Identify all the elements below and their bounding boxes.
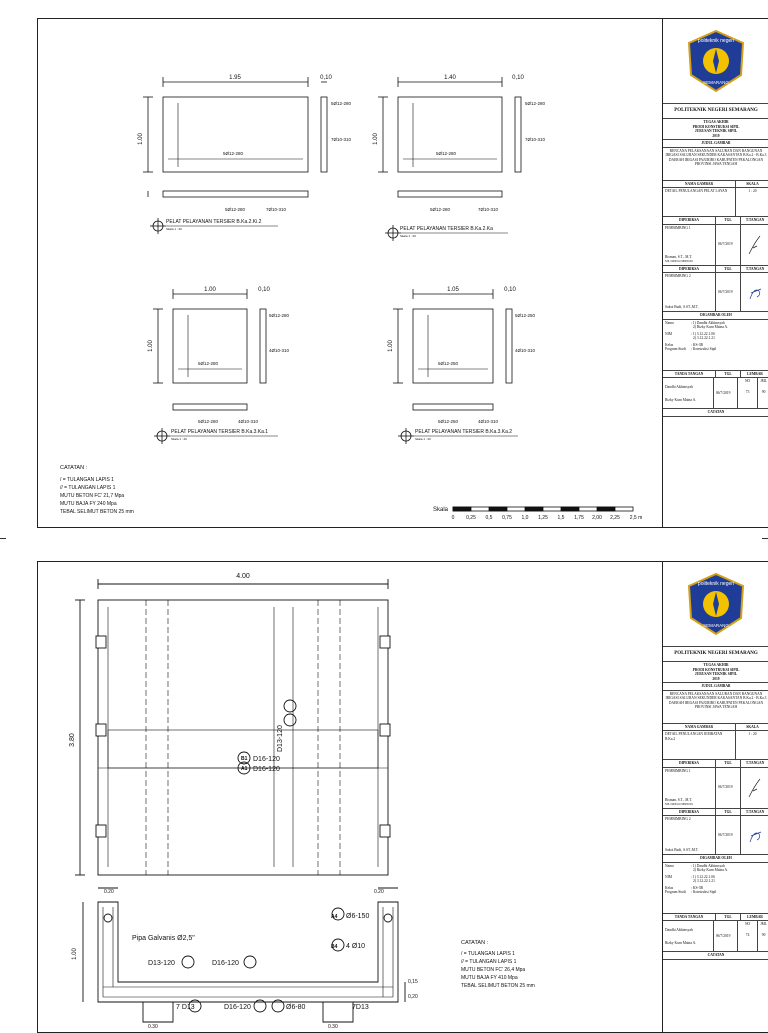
note-line: MUTU BETON FC' 21,7 Mpa	[60, 493, 125, 499]
pembimbing1-nip: NIP. 196001111988031001	[665, 260, 694, 264]
drawer1: Dandhi Akhimsyah	[665, 385, 693, 390]
bar-b4: 4 Ø10	[346, 943, 366, 950]
plan-height-dim: 1.00	[138, 133, 144, 145]
sheet-separator-mark	[762, 538, 768, 539]
skala-label: SKALA	[746, 181, 759, 186]
note-line: MUTU BETON FC' 26,4 Mpa	[461, 967, 526, 973]
digambar-oleh: DIGAMBAR OLEH	[663, 855, 768, 862]
plan-height-dim: 1.00	[388, 340, 394, 352]
jml-label: JML	[760, 379, 767, 384]
diperiksa-header-2	[663, 809, 768, 816]
pembimbing1-name: Risman, S.T., M.T.	[665, 255, 693, 260]
tanda-tangan-header	[663, 914, 768, 921]
polines-logo-icon	[685, 29, 747, 93]
nim-1: : 1) 3.12.22.1.06	[691, 331, 715, 336]
rebar-label: 5Ø12-280	[331, 101, 352, 106]
logo-text: politeknik negeri	[697, 581, 735, 587]
tgl-label: TGL	[716, 266, 741, 272]
bar-a1: D16-120	[253, 766, 280, 773]
logo-sub: SEMARANG	[703, 623, 729, 628]
prodi-label: Program Studi	[665, 347, 686, 352]
scale-tick: 1,0	[521, 515, 529, 521]
pembimbing2-label: PEMBIMBING 2	[665, 274, 691, 279]
tanda-tangan-label: TANDA TANGAN	[663, 914, 716, 920]
rebar-label: 4Ø10-310	[238, 419, 259, 424]
rebar-label: 5Ø12-250	[438, 419, 459, 424]
rebar-label: 5Ø12-250	[515, 313, 536, 318]
sheet-no: 73	[745, 389, 750, 394]
diperiksa-header-2	[663, 266, 768, 273]
slab-detail-drawing	[38, 19, 660, 527]
scale-tick: 0	[451, 515, 455, 521]
prodi-label: Program Studi	[665, 890, 686, 895]
plan-width-dim: 1.00	[204, 287, 216, 293]
bridge-plan	[75, 579, 390, 875]
plan-width-dim: 1.95	[229, 75, 241, 81]
pembimbing2-row	[663, 273, 768, 312]
scale-tick: 0,5	[485, 515, 493, 521]
judul-heading: JUDUL GAMBAR	[663, 140, 768, 147]
drawing-sheet-1	[37, 18, 768, 528]
signature-icon	[745, 281, 765, 303]
nama-2: 2) Rizky Kurn Maina A.	[693, 325, 729, 330]
sheet-total: 90	[761, 932, 766, 937]
tgl-label: TGL	[716, 760, 741, 766]
signature-icon	[745, 777, 765, 799]
tgl-value: 06/7/2019	[716, 225, 741, 265]
tgl-value: 06/7/2019	[714, 378, 738, 408]
ttangan-label: T.TANGAN	[745, 809, 765, 814]
rebar-label: 4Ø10-310	[269, 348, 290, 353]
detail-title: PELAT PELAYANAN TERSIER B.Ka.3.Ka.1	[171, 429, 269, 435]
kelas-value: : KS-3B	[691, 885, 703, 890]
detail-title: PELAT PELAYANAN TERSIER B.Ka.2.Ki.2	[166, 219, 262, 225]
pembimbing1-nip: NIP. 196001111988031001	[665, 803, 694, 807]
detail-title: PELAT PELAYANAN TERSIER B.Ka.3.Ka.2	[415, 429, 513, 435]
bar-marker: B4	[331, 944, 338, 950]
bottom-dim-right: 0.30	[328, 1024, 338, 1030]
diperiksa-header	[663, 760, 768, 767]
nama-gambar-header	[663, 724, 768, 731]
drawing-scale: 1 : 20	[748, 732, 757, 737]
nama-1: : 1) Dandhi Akhimsyah	[691, 863, 725, 868]
thickness-dim: 0,10	[504, 287, 516, 293]
drawer2: Rizky Kurn Maina A.	[665, 397, 697, 402]
plan-height-dim: 1.00	[373, 133, 379, 145]
digambar-oleh: DIGAMBAR OLEH	[663, 312, 768, 319]
drawing-name: DETAIL PENULANGAN PELAT LAYAN	[663, 188, 736, 216]
rebar-label: 5Ø12-280	[430, 207, 451, 212]
bar-d16-b1: D16-120	[212, 960, 239, 967]
bottom-dim-left: 0.30	[148, 1024, 158, 1030]
scale-tick: 2,25	[610, 515, 620, 521]
detail-title: PELAT PELAYANAN TERSIER B.Ka.2.Ka	[400, 226, 493, 232]
signature-icon	[745, 824, 765, 846]
sheet-separator-mark	[0, 538, 6, 539]
note-line: MUTU BAJA FY 240 Mpa	[60, 501, 117, 507]
tanda-tangan-label: TANDA TANGAN	[663, 371, 716, 377]
nama-1: : 1) Dandhi Akhimsyah	[691, 320, 725, 325]
slab-panel-2	[378, 77, 521, 241]
drawer2: Rizky Kurn Maina A.	[665, 940, 697, 945]
drawing-sheet-2	[37, 561, 768, 1033]
tgl-label: TGL	[716, 371, 741, 377]
slab-plan-outline	[163, 97, 308, 172]
dim-020: 0,20	[408, 994, 418, 1000]
plan-width-dim: 1.05	[447, 287, 459, 293]
no-label: NO	[744, 922, 751, 927]
lembar-label: LEMBAR	[747, 371, 763, 376]
no-label: NO	[744, 379, 751, 384]
note-line: // = TULANGAN LAPIS 1	[461, 959, 517, 965]
scale-label: Skala	[433, 507, 449, 513]
bar-bottom-right: 7D13	[352, 1004, 369, 1011]
polines-logo-icon	[685, 572, 747, 636]
project-type: TUGAS AKHIR	[703, 120, 729, 125]
rebar-label: 4Ø10-310	[478, 419, 499, 424]
rebar-label: 5Ø12-280	[525, 101, 546, 106]
tgl-value: 06/7/2019	[716, 768, 741, 808]
year: 2019	[712, 676, 720, 681]
pembimbing1-name: Risman, S.T., M.T.	[665, 798, 693, 803]
drawer-info	[663, 320, 768, 371]
pembimbing2-name: Sukoi Budi, S.ST.,M.T.	[665, 847, 699, 852]
bridge-plan-outline	[98, 600, 388, 875]
judul-heading: JUDUL GAMBAR	[663, 683, 768, 690]
tgl-value: 06/7/2019	[716, 816, 741, 854]
tgl-value: 06/7/2019	[714, 921, 738, 951]
ttangan-label: T.TANGAN	[745, 218, 765, 223]
project-info	[663, 662, 768, 683]
institution-name: POLITEKNIK NEGERI SEMARANG	[663, 647, 768, 662]
notes-heading: CATATAN :	[461, 940, 489, 946]
bar-bottom-mid: D16-120	[224, 1004, 251, 1011]
tgl-label: TGL	[716, 914, 741, 920]
jml-label: JML	[760, 922, 767, 927]
signature-icon	[745, 234, 765, 256]
program: PRODI KONSTRUKSI SIPIL	[692, 124, 740, 129]
nim-2: 2) 3.12.22.1.21	[693, 336, 715, 341]
title-block	[662, 562, 768, 1032]
pembimbing2-label: PEMBIMBING 2	[665, 817, 691, 822]
nim-2: 2) 3.12.22.1.21	[693, 879, 715, 884]
rebar-label: 5Ø12-280	[198, 419, 219, 424]
detail-scale: Skala 1 : 20	[400, 234, 416, 238]
nama-gambar-label: NAMA GAMBAR	[663, 181, 736, 187]
rebar-label: 5Ø12-280	[223, 151, 244, 156]
nama-gambar-label: NAMA GAMBAR	[663, 724, 736, 730]
nim-label: NIM	[665, 331, 672, 336]
title-block	[662, 19, 768, 527]
prodi-value: : Konstruksi Sipil	[691, 890, 717, 895]
department: JURUSAN TEKNIK SIPIL	[694, 672, 738, 677]
bridge-section	[83, 888, 405, 1022]
catatan-label: CATATAN	[663, 952, 768, 959]
notes-heading: CATATAN :	[60, 465, 88, 471]
institution-name: POLITEKNIK NEGERI SEMARANG	[663, 104, 768, 119]
skala-label: SKALA	[746, 724, 759, 729]
kelas-value: : KS-3B	[691, 342, 703, 347]
nama-label: Nama	[665, 863, 674, 868]
rebar-label: 5Ø12-280	[198, 361, 219, 366]
scale-tick: 0,25	[466, 515, 476, 521]
institution-logo	[663, 562, 768, 647]
detail-scale: Skala 1 : 20	[171, 437, 187, 441]
plan-width-dim: 1.40	[444, 75, 456, 81]
scale-tick: 1,25	[538, 515, 548, 521]
ttangan-label: T.TANGAN	[745, 266, 765, 271]
institution-logo	[663, 19, 768, 104]
tgl-value: 06/7/2019	[716, 273, 741, 311]
section-right-width: 0.20	[374, 889, 384, 895]
pembimbing2-name: Sukoi Budi, S.ST.,M.T.	[665, 304, 699, 309]
bar-b1: D16-120	[253, 756, 280, 763]
thickness-dim: 0,10	[512, 75, 524, 81]
nama-label: Nama	[665, 320, 674, 325]
drawer-info	[663, 863, 768, 914]
thickness-dim: 0,10	[320, 75, 332, 81]
bar-marker: A4	[331, 914, 338, 920]
project-type: TUGAS AKHIR	[703, 663, 729, 668]
program: PRODI KONSTRUKSI SIPIL	[692, 667, 740, 672]
catatan-label: CATATAN	[663, 409, 768, 416]
plan-height-dim: 1.00	[148, 340, 154, 352]
note-line: / = TULANGAN LAPIS 1	[461, 951, 515, 957]
pembimbing1-row	[663, 768, 768, 809]
scale-bar	[453, 507, 633, 511]
sheet-total: 90	[761, 389, 766, 394]
dim-015: 0,15	[408, 979, 418, 985]
rebar-label: 7Ø10-310	[478, 207, 499, 212]
nim-1: : 1) 3.12.22.1.06	[691, 874, 715, 879]
drawing-scale: 1 : 20	[748, 189, 757, 194]
scale-tick: 1,5	[557, 515, 565, 521]
note-line: / = TULANGAN LAPIS 1	[60, 477, 114, 483]
scale-tick: 1,75	[574, 515, 584, 521]
bridge-detail-drawing	[38, 562, 660, 1032]
rebar-label: 7Ø10-310	[525, 137, 546, 142]
pembimbing1-label: PEMBIMBING 1	[665, 225, 691, 230]
thickness-dim: 0,10	[258, 287, 270, 293]
detail-scale: Skala 1 : 20	[166, 227, 182, 231]
rebar-label: 7Ø10-310	[331, 137, 352, 142]
drawer1: Dandhi Akhimsyah	[665, 928, 693, 933]
tgl-label: TGL	[716, 809, 741, 815]
sheet-number-row	[663, 378, 768, 409]
rebar-label: 5Ø12-280	[269, 313, 290, 318]
pembimbing2-row	[663, 816, 768, 855]
tgl-label: TGL	[716, 217, 741, 223]
logo-sub: SEMARANG	[703, 80, 729, 85]
section-left-width: 0.20	[104, 889, 114, 895]
bar-marker: A1	[241, 766, 248, 772]
plan-height-dim: 3.80	[69, 733, 76, 747]
note-line: MUTU BAJA FY 410 Mpa	[461, 975, 518, 981]
pembimbing1-row	[663, 225, 768, 266]
rebar-label: 5Ø12-280	[225, 207, 246, 212]
pembimbing1-label: PEMBIMBING 1	[665, 768, 691, 773]
detail-scale: Skala 1 : 20	[415, 437, 431, 441]
nama-gambar-row	[663, 188, 768, 217]
kelas-label: Kelas	[665, 342, 674, 347]
logo-text: politeknik negeri	[697, 38, 735, 44]
diperiksa-label: DIPERIKSA	[663, 760, 716, 766]
bar-d13-a2: D13-120	[148, 960, 175, 967]
note-line: TEBAL SELIMUT BETON 25 mm	[461, 983, 535, 989]
bar-bottom-left: 7 D13	[176, 1004, 195, 1011]
scale-tick: 2,00	[592, 515, 602, 521]
kelas-label: Kelas	[665, 885, 674, 890]
bar-b2a2: D13-120	[277, 725, 284, 752]
bar-a3: Ø6-80	[286, 1004, 306, 1011]
tanda-tangan-header	[663, 371, 768, 378]
nama-gambar-row	[663, 731, 768, 760]
diperiksa-header	[663, 217, 768, 224]
bar-a4: Ø6-150	[346, 913, 370, 920]
lembar-label: LEMBAR	[747, 914, 763, 919]
diperiksa-label: DIPERIKSA	[663, 266, 716, 272]
scale-tick: 2,5 m	[629, 515, 643, 521]
drawing-name: DETAIL PENULANGAN JEMBATAN B.Ka.2	[663, 731, 736, 759]
nama-gambar-header	[663, 181, 768, 188]
judul-text: RENCANA PELAKSANAAN SALURAN DAN BANGUNAN IRIGASI SALURAN SEKUNDER KAKASANTAN B.Ka.2 - B.Ka.3 DAERAH IRIGASI PAJURIRO KABUPATEN PEKALONGAN PROVINSI JAWA TENGAH	[663, 691, 768, 724]
pipa-label: Pipa Galvanis Ø2,5"	[132, 935, 195, 942]
sheet-number-row	[663, 921, 768, 952]
note-line: // = TULANGAN LAPIS 1	[60, 485, 116, 491]
plan-width-dim: 4.00	[236, 573, 250, 580]
rebar-label: 5Ø12-280	[436, 151, 457, 156]
diperiksa-label: DIPERIKSA	[663, 809, 716, 815]
judul-text: RENCANA PELAKSANAAN SALURAN DAN BANGUNAN IRIGASI SALURAN SEKUNDER KAKASANTAN B.Ka.2 - B.Ka.3 DAERAH IRIGASI PAJURIRO KABUPATEN PEKALONGAN PROVINSI JAWA TENGAH	[663, 148, 768, 181]
section-height: 1.00	[72, 948, 78, 960]
rebar-label: 4Ø10-310	[515, 348, 536, 353]
project-info	[663, 119, 768, 140]
ttangan-label: T.TANGAN	[745, 761, 765, 766]
nim-label: NIM	[665, 874, 672, 879]
nama-2: 2) Rizky Kurn Maina A.	[693, 868, 729, 873]
sheet-no: 74	[745, 932, 750, 937]
rebar-label: 7Ø10-310	[266, 207, 287, 212]
bar-marker: B1	[241, 756, 248, 762]
prodi-value: : Konstruksi Sipil	[691, 347, 717, 352]
scale-tick: 0,75	[502, 515, 512, 521]
department: JURUSAN TEKNIK SIPIL	[694, 129, 738, 134]
diperiksa-label: DIPERIKSA	[663, 217, 716, 223]
rebar-label: 5Ø12-250	[438, 361, 459, 366]
year: 2019	[712, 133, 720, 138]
note-line: TEBAL SELIMUT BETON 25 mm	[60, 509, 134, 515]
